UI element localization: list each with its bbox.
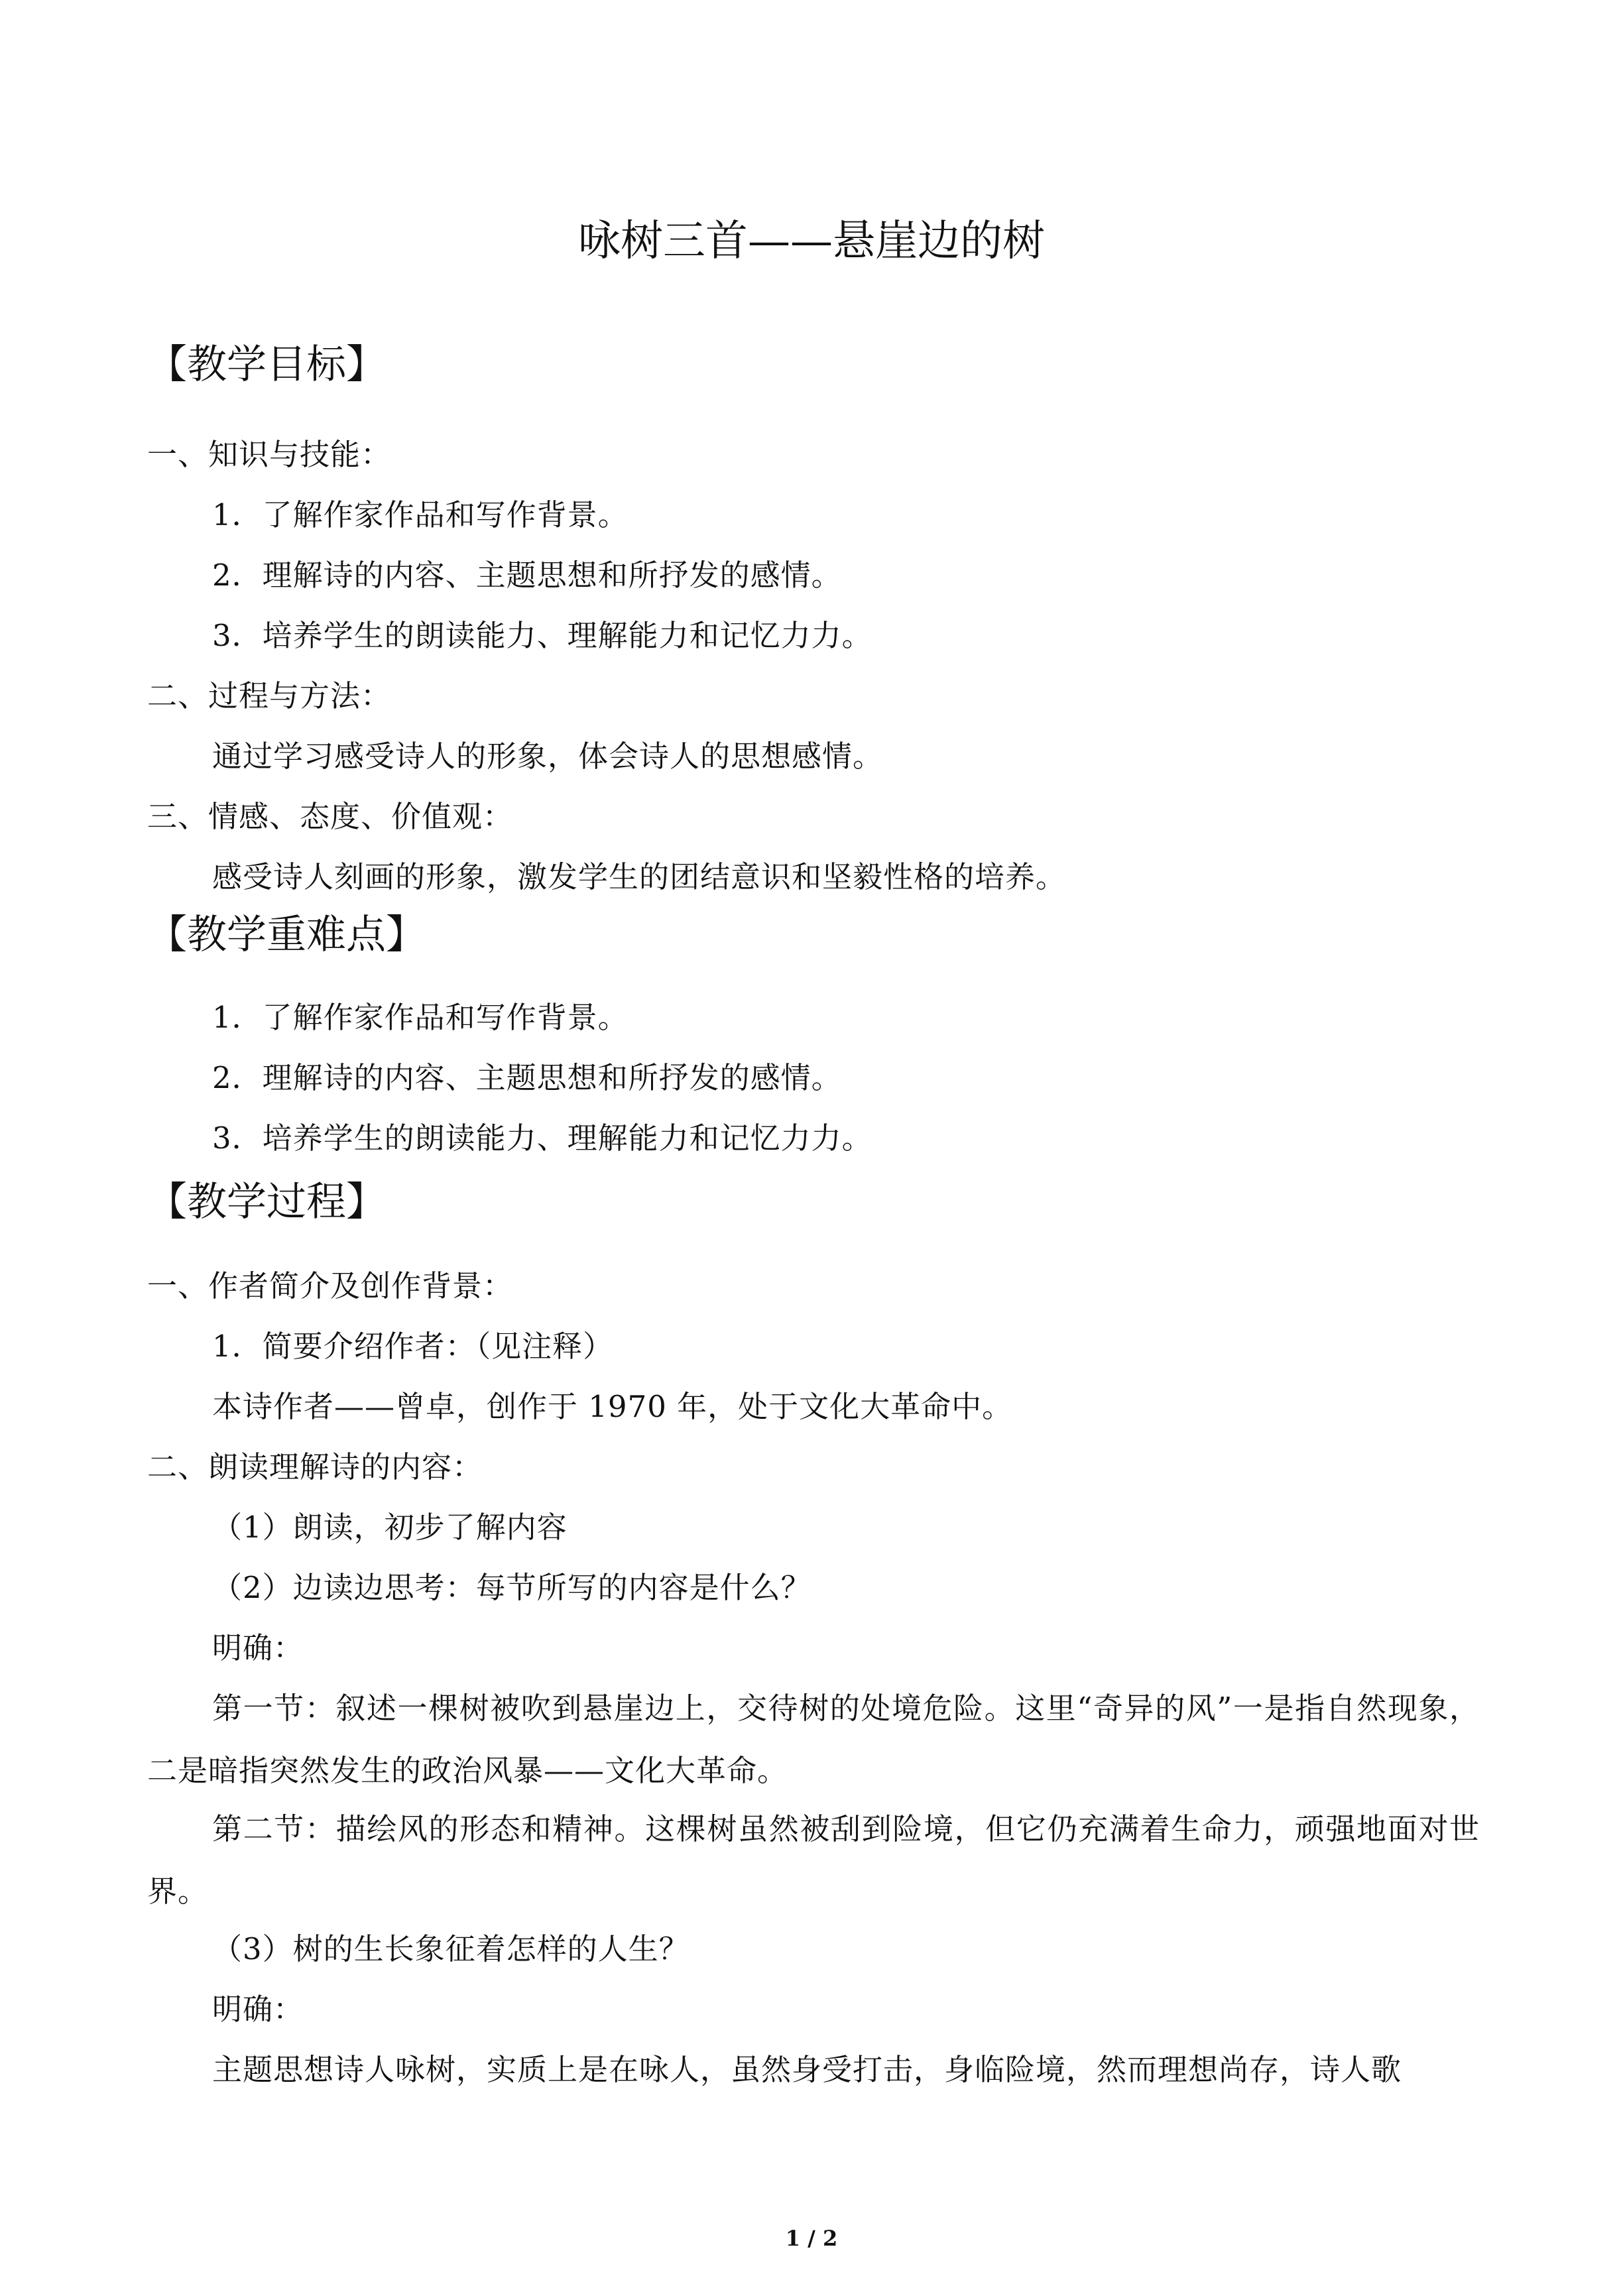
key-point-3: 3．培养学生的朗读能力、理解能力和记忆力力。: [212, 1120, 872, 1156]
reading-item-1: （1）朗读，初步了解内容: [212, 1510, 568, 1545]
author-item-1: 1．简要介绍作者：（见注释）: [212, 1329, 614, 1364]
document-title: 咏树三首——悬崖边的树: [578, 217, 1045, 266]
process-method-heading: 二、过程与方法：: [147, 678, 392, 713]
author-heading: 一、作者简介及创作背景：: [147, 1268, 514, 1303]
emotion-heading: 三、情感、态度、价值观：: [147, 799, 514, 834]
theme-paragraph: 主题思想诗人咏树，实质上是在咏人，虽然身受打击，身临险境，然而理想尚存，诗人歌: [212, 2052, 1402, 2087]
knowledge-heading: 一、知识与技能：: [147, 437, 392, 472]
section-heading-process: 【教学过程】: [147, 1179, 386, 1225]
stanza-1-paragraph: 第一节：叙述一棵树被吹到悬崖边上，交待树的处境危险。这里“奇异的风”一是指自然现象，二是暗指突然发生的政治风暴——文化大革命。: [147, 1691, 1480, 1788]
section-heading-key-points: 【教学重难点】: [147, 912, 426, 958]
knowledge-item-3: 3．培养学生的朗读能力、理解能力和记忆力力。: [212, 618, 872, 653]
clarify-label-2: 明确：: [212, 1992, 304, 2027]
knowledge-item-2: 2．理解诗的内容、主题思想和所抒发的感情。: [212, 558, 842, 593]
author-item-2: 本诗作者——曾卓，创作于 1970 年，处于文化大革命中。: [212, 1389, 1013, 1424]
reading-heading: 二、朗读理解诗的内容：: [147, 1449, 483, 1484]
process-method-text: 通过学习感受诗人的形象，体会诗人的思想感情。: [212, 739, 884, 774]
key-point-2: 2．理解诗的内容、主题思想和所抒发的感情。: [212, 1060, 842, 1095]
key-point-1: 1．了解作家作品和写作背景。: [212, 1000, 629, 1035]
section-heading-objectives: 【教学目标】: [147, 341, 386, 388]
clarify-label-1: 明确：: [212, 1630, 304, 1665]
reading-item-3: （3）树的生长象征着怎样的人生？: [212, 1931, 690, 1966]
page-number: 1 / 2: [785, 2226, 838, 2251]
emotion-text: 感受诗人刻画的形象，激发学生的团结意识和坚毅性格的培养。: [212, 859, 1067, 894]
reading-item-2: （2）边读边思考：每节所写的内容是什么？: [212, 1570, 812, 1605]
stanza-2-paragraph: 第二节：描绘风的形态和精神。这棵树虽然被刮到险境，但它仍充满着生命力，顽强地面对世界。: [147, 1811, 1480, 1909]
knowledge-item-1: 1．了解作家作品和写作背景。: [212, 497, 629, 532]
